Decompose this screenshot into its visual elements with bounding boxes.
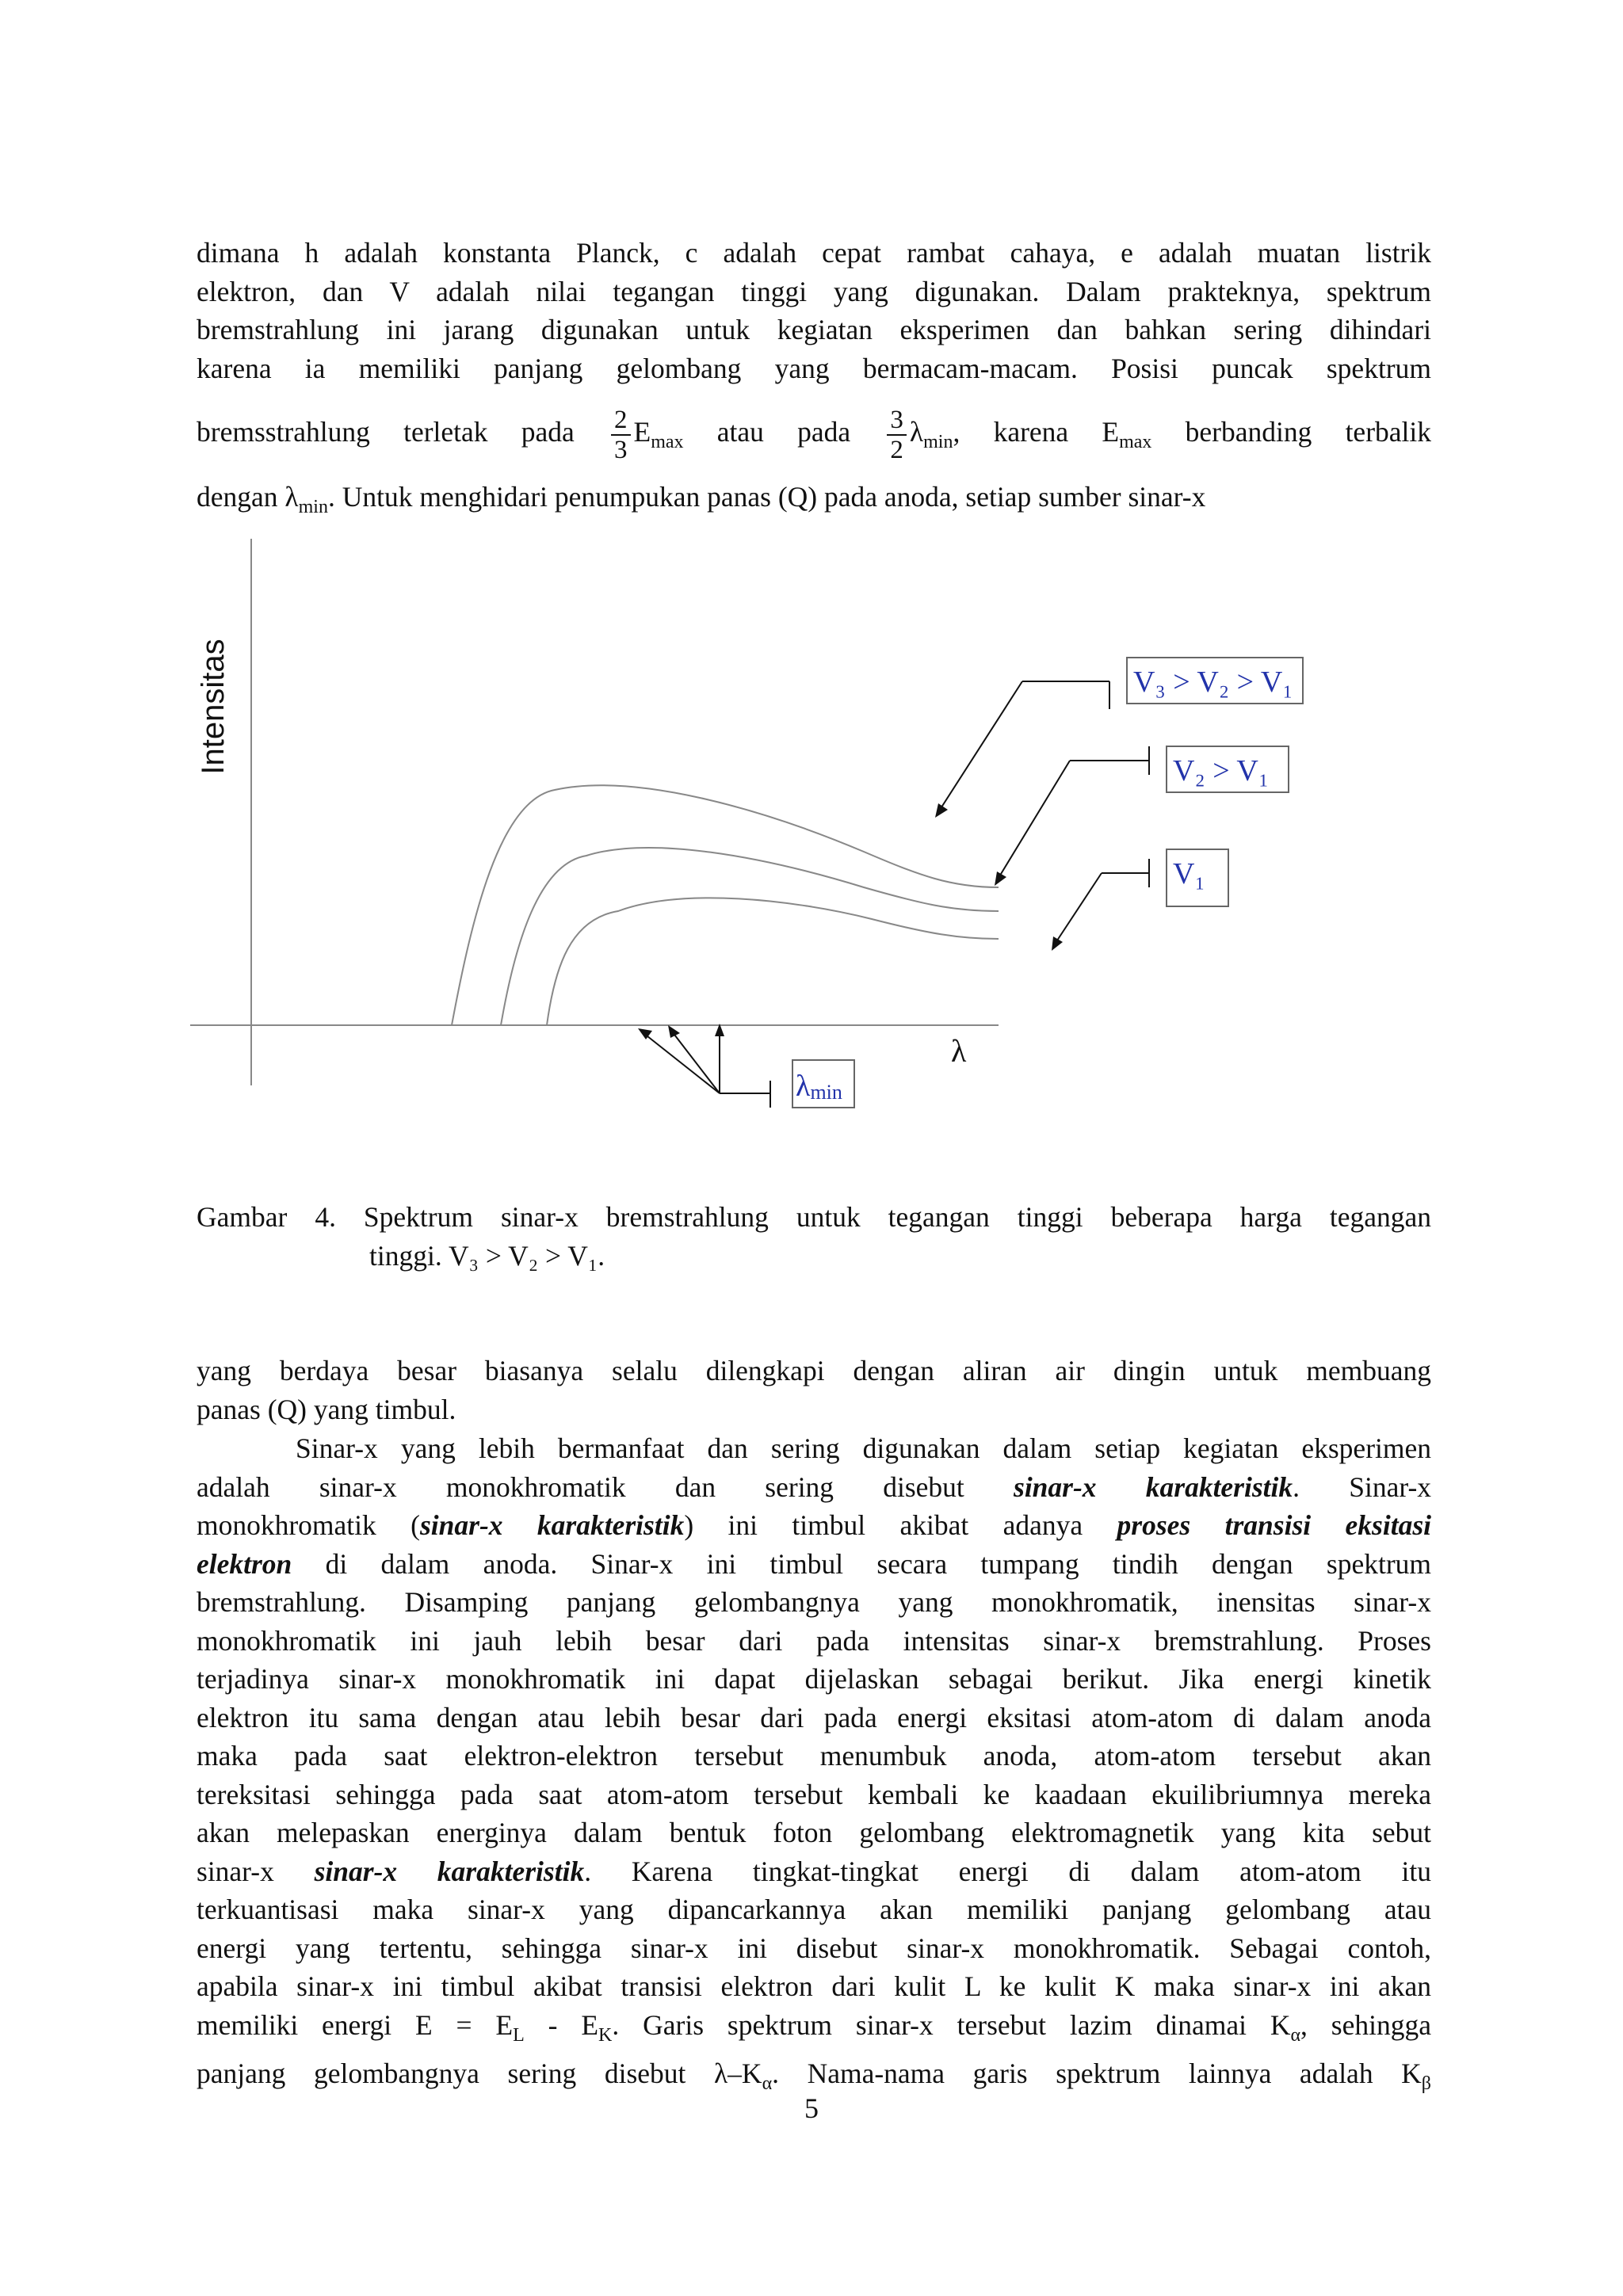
paragraph: panas (Q) yang timbul. bbox=[197, 1394, 456, 1425]
formula-line: bremsstrahlung terletak pada $\frac{2}{3}$ $E_{max}$ atau pada $\frac{3}{2}$ $\lambda_{min}$, karena $E_{max}$ berbanding terbalik bbox=[197, 405, 1431, 464]
paragraph: yang berdaya besar biasanya selalu dilengkapi dengan aliran air dingin untuk membuang bbox=[197, 1355, 1431, 1386]
label-v1: V₁ bbox=[1173, 857, 1205, 891]
paragraph: Sinar-x yang lebih bermanfaat dan sering digunakan dalam setiap kegiatan eksperimen adalah sinar-x monokhromatik dan sering disebut sinar-x karakteristik. Sinar-x monokhromatik (sinar-x karakteristik) ini timbul akibat adanya proses transisi eksitasi elektron di dalam anoda. Sinar-x ini timbul secara tumpang tindih dengan spektrum bremstrahlung. Disamping panjang gelombangnya yang monokhromatik, inensitas sinar-x monokhromatik ini jauh lebih besar dari pada intensitas sinar-x bremstrahlung. Proses terjadinya sinar-x monokhromatik ini dapat dijelaskan sebagai berikut. Jika energi kinetik elektron itu sama dengan atau lebih besar dari pada energi eksitasi atom-atom di dalam anoda maka pada saat elektron-elektron tersebut menumbuk anoda, atom-atom tersebut akan tereksitasi sehingga pada saat atom-atom tersebut kembali ke kaadaan ekuilibriumnya mereka akan melepaskan energinya dalam bentuk foton gelombang elektromagnetik yang kita sebut sinar-x sinar-x karakteristik. Karena tingkat-tingkat energi di dalam atom-atom itu terkuantisasi maka sinar-x yang dipancarkannya akan memiliki panjang gelombang atau energi yang tertentu, sehingga sinar-x ini disebut sinar-x monokhromatik. Sebagai contoh, apabila sinar-x ini timbul akibat transisi elektron dari kulit L ke kulit K maka sinar-x ini akan memiliki energi $E = E_L - E_K$. Garis spektrum sinar-x tersebut lazim dinamai $K_\alpha$, sehingga panjang gelombangnya sering disebut $\lambda-K_\alpha$. Nama-nama garis spektrum lainnya adalah $K_\beta$ bbox=[197, 1432, 1432, 2095]
page-number: 5 bbox=[804, 2092, 819, 2124]
text-line: dengan $\lambda_{min}$. Untuk menghidari penumpukan panas (Q) pada anoda, setiap sumber sinar-x bbox=[197, 481, 1206, 518]
label-v3: V₃ > V₂ > V₁ bbox=[1133, 666, 1293, 699]
curve-v1 bbox=[547, 898, 999, 1025]
x-axis-label: λ bbox=[951, 1033, 967, 1069]
text-line: dimana h adalah konstanta Planck, c adalah cepat rambat cahaya, e adalah muatan listrik bbox=[197, 237, 1431, 269]
fraction-three-halves: $\frac{3}{2}$ bbox=[887, 406, 907, 464]
label-lambda-min: λmin bbox=[796, 1070, 842, 1104]
intro-paragraph bbox=[197, 234, 1431, 387]
text-line: bremstrahlung ini jarang digunakan untuk kegiatan eksperimen dan bahkan sering dihindari bbox=[197, 314, 1431, 345]
y-axis-label: Intensitas bbox=[196, 639, 231, 775]
text-line: elektron, dan V adalah nilai tegangan tinggi yang digunakan. Dalam prakteknya, spektrum bbox=[197, 275, 1431, 307]
caption-line: tinggi. V₃ > V₂ > V₁. bbox=[369, 1239, 605, 1272]
figure-caption bbox=[197, 1198, 1431, 1275]
bremsstrahlung-spectrum-figure bbox=[190, 539, 1331, 1141]
fraction-two-thirds: $\frac{2}{3}$ bbox=[611, 406, 631, 464]
caption-line: Gambar 4. Spektrum sinar-x bremstrahlung untuk tegangan tinggi beberapa harga tegangan bbox=[197, 1201, 1431, 1233]
label-v2: V₂ > V₁ bbox=[1173, 754, 1270, 788]
text-line: karena ia memiliki panjang gelombang yang bermacam-macam. Posisi puncak spektrum bbox=[197, 352, 1431, 384]
